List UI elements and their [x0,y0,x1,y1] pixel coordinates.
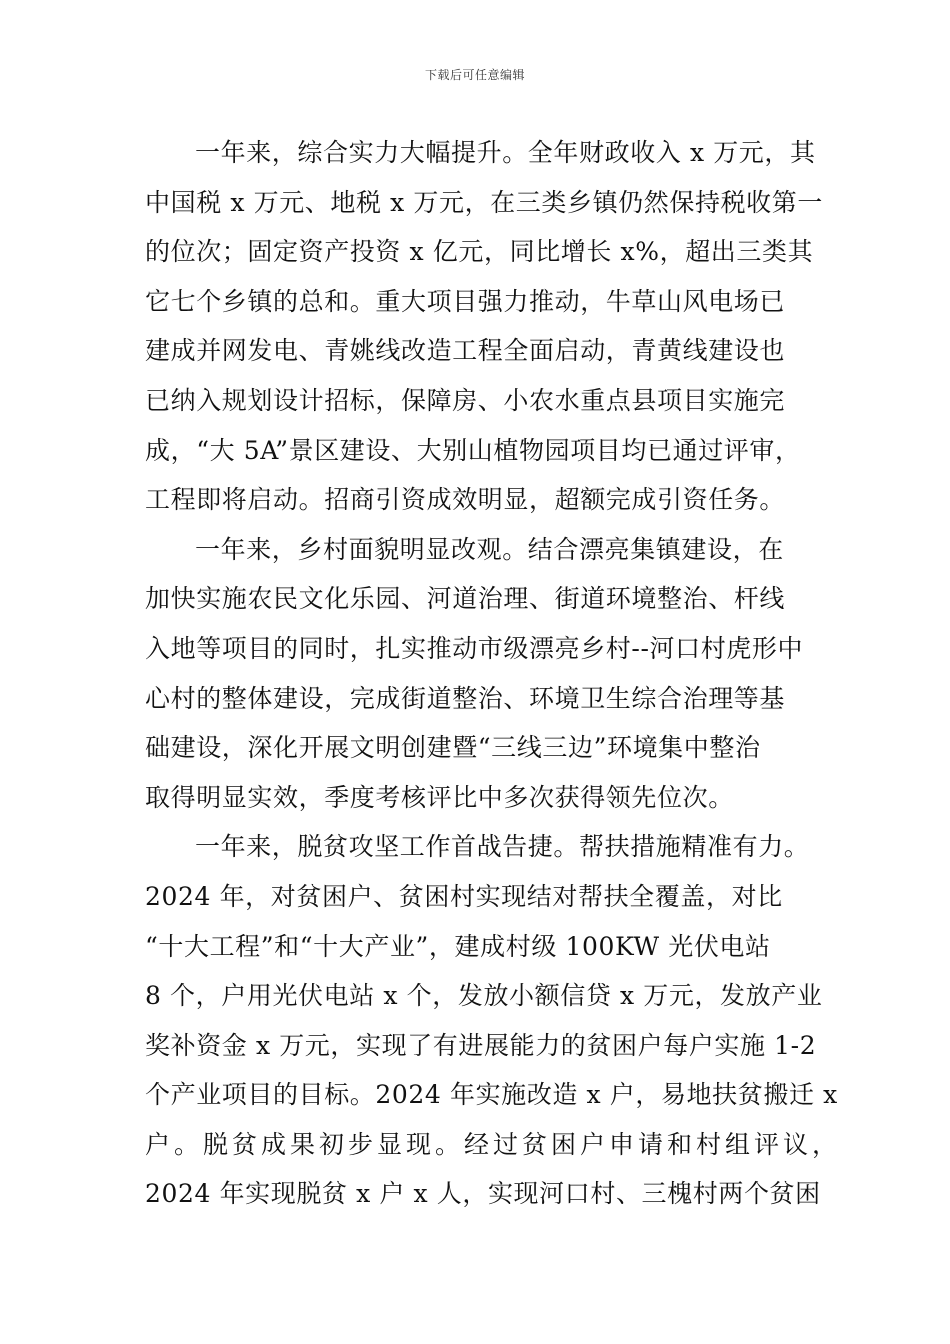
paragraph-2-line-4: 心村的整体建设，完成街道整治、环境卫生综合治理等基 [145,683,786,713]
paragraph-2-line-1: 一年来，乡村面貌明显改观。结合漂亮集镇建设，在 [195,534,784,564]
page-header-note: 下载后可任意编辑 [424,68,525,82]
paragraph-3-line-1: 一年来，脱贫攻坚工作首战告捷。帮扶措施精准有力。 [195,832,810,862]
paragraph-3-line-6: 个产业项目的目标。2024 年实施改造 x 户，易地扶贫搬迁 x [145,1080,838,1110]
paragraph-1-line-5: 建成并网发电、青姚线改造工程全面启动，青黄线建设也 [145,336,786,366]
paragraph-1-line-6: 已纳入规划设计招标，保障房、小农水重点县项目实施完 [145,385,786,415]
paragraph-2-line-2: 加快实施农民文化乐园、河道治理、街道环境整治、杆线 [145,584,786,614]
paragraph-3-line-2: 2024 年，对贫困户、贫困村实现结对帮扶全覆盖，对比 [145,881,783,911]
paragraph-3-line-4: 8 个，户用光伏电站 x 个，发放小额信贷 x 万元，发放产业 [145,981,823,1011]
paragraph-3-line-3: “十大工程”和“十大产业”，建成村级 100KW 光伏电站 [145,931,771,961]
paragraph-1-line-8: 工程即将启动。招商引资成效明显，超额完成引资任务。 [145,485,786,515]
paragraph-3-line-5: 奖补资金 x 万元，实现了有进展能力的贫困户每户实施 1-2 [145,1030,817,1060]
paragraph-2-line-3: 入地等项目的同时，扎实推动市级漂亮乡村--河口村虎形中 [145,633,804,663]
paragraph-1-line-4: 它七个乡镇的总和。重大项目强力推动，牛草山风电场已 [145,286,786,316]
paragraph-1-line-7: 成，“大 5A”景区建设、大别山植物园项目均已通过评审， [145,435,801,465]
document-body [145,128,842,1219]
paragraph-2-line-6: 取得明显实效，季度考核评比中多次获得领先位次。 [145,782,734,812]
paragraph-3-line-7: 户。脱贫成果初步显现。经过贫困户申请和村组评议， [145,1129,842,1159]
paragraph-1-line-1: 一年来，综合实力大幅提升。全年财政收入 x 万元，其 [195,138,816,167]
paragraph-2-line-5: 础建设，深化开展文明创建暨“三线三边”环境集中整治 [145,733,761,763]
paragraph-1-line-2: 中国税 x 万元、地税 x 万元，在三类乡镇仍然保持税收第一 [145,187,823,217]
paragraph-1-line-3: 的位次；固定资产投资 x 亿元，同比增长 x%，超出三类其 [145,237,814,267]
paragraph-3-line-8: 2024 年实现脱贫 x 户 x 人，实现河口村、三槐村两个贫困 [145,1179,821,1209]
